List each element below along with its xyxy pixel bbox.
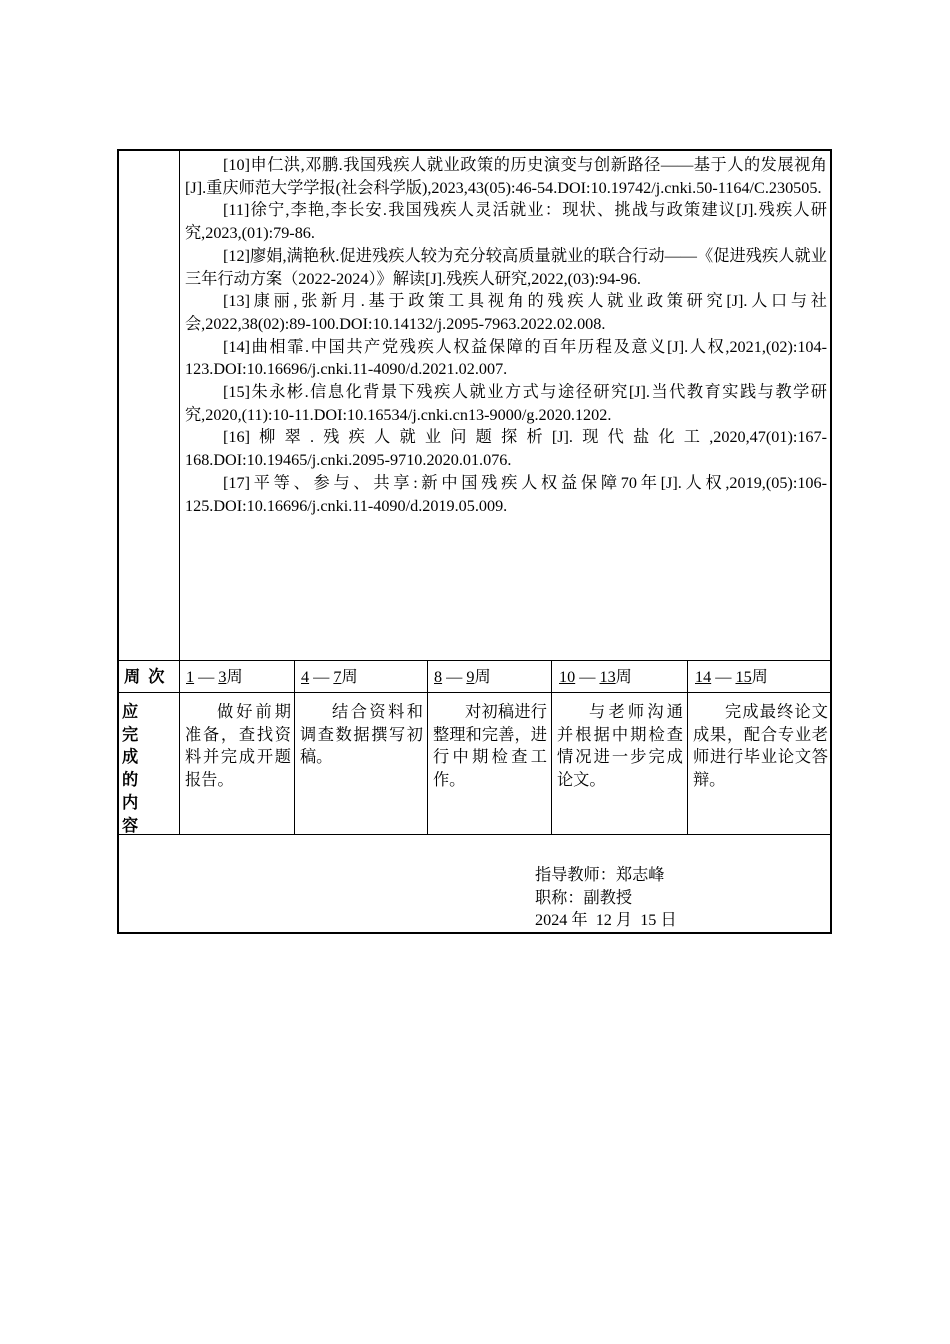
reference-item: [13]康丽,张新月.基于政策工具视角的残疾人就业政策研究[J].人口与社会,2022,38(02):89-100.DOI:10.14132/j.2095-7963.2022.02.008. [185, 292, 827, 333]
week-range-5: 14 — 15周 [695, 668, 768, 686]
content-row-label: 应 完 成 的 内 容 [122, 703, 139, 835]
week-range-3: 8 — 9周 [434, 668, 491, 686]
task-cell-5: 完成最终论文成果，配合专业老师进行毕业论文答辩。 [693, 703, 828, 790]
task-cell-1: 做好前期准备，查找资料并完成开题报告。 [185, 703, 291, 790]
week-row-label: 周 次 [124, 668, 165, 686]
advisor-title: 职称：副教授 [535, 888, 633, 907]
signature-date: 2024 年 12 月 15 日 [535, 911, 677, 930]
reference-item: [17]平等、参与、共享:新中国残疾人权益保障70年[J].人权,2019,(05):106-125.DOI:10.16696/j.cnki.11-4090/d.2019.05.009. [185, 473, 827, 515]
week-range-1: 1 — 3周 [186, 668, 243, 686]
task-cell-3: 对初稿进行整理和完善，进行中期检查工作。 [433, 703, 547, 790]
week-column-divider-2 [427, 660, 428, 835]
week-range-4: 10 — 13周 [559, 668, 632, 686]
references-bottom-border [117, 660, 832, 661]
reference-item: [12]廖娟,满艳秋.促进残疾人较为充分较高质量就业的联合行动——《促进残疾人就业三年行动方案（2022-2024）》解读[J].残疾人研究,2022,(03):94-96. [185, 246, 827, 288]
week-range-2: 4 — 7周 [301, 668, 358, 686]
advisor-name: 指导教师：郑志峰 [535, 866, 665, 884]
task-cell-4: 与老师沟通并根据中期检查情况进一步完成论文。 [557, 703, 683, 790]
week-row-bottom-border [117, 692, 832, 693]
week-column-divider-4 [687, 660, 688, 835]
reference-item: [10]申仁洪,邓鹏.我国残疾人就业政策的历史演变与创新路径——基于人的发展视角[J].重庆师范大学学报(社会科学版),2023,43(05):46-54.DOI:10.19742/j.cnki.50-1164/C.230505. [185, 156, 827, 197]
content-row-bottom-border [117, 834, 832, 835]
label-column-divider [179, 149, 180, 835]
week-column-divider-1 [294, 660, 295, 835]
reference-item: [11]徐宁,李艳,李长安.我国残疾人灵活就业：现状、挑战与政策建议[J].残疾人研究,2023,(01):79-86. [185, 201, 827, 243]
reference-list [185, 154, 827, 517]
reference-item: [15]朱永彬.信息化背景下残疾人就业方式与途径研究[J].当代教育实践与教学研究,2020,(11):10-11.DOI:10.16534/j.cnki.cn13-9000/g.2020.1202. [185, 383, 827, 424]
week-column-divider-3 [551, 660, 552, 835]
reference-item: [16]柳翠.残疾人就业问题探析[J].现代盐化工,2020,47(01):167-168.DOI:10.19465/j.cnki.2095-9710.2020.01.076. [185, 428, 827, 470]
signature-block [535, 864, 677, 932]
task-cell-2: 结合资料和调查数据撰写初稿。 [300, 703, 423, 767]
reference-item: [14]曲相霏.中国共产党残疾人权益保障的百年历程及意义[J].人权,2021,(02):104-123.DOI:10.16696/j.cnki.11-4090/d.2021.02.007. [185, 337, 827, 379]
